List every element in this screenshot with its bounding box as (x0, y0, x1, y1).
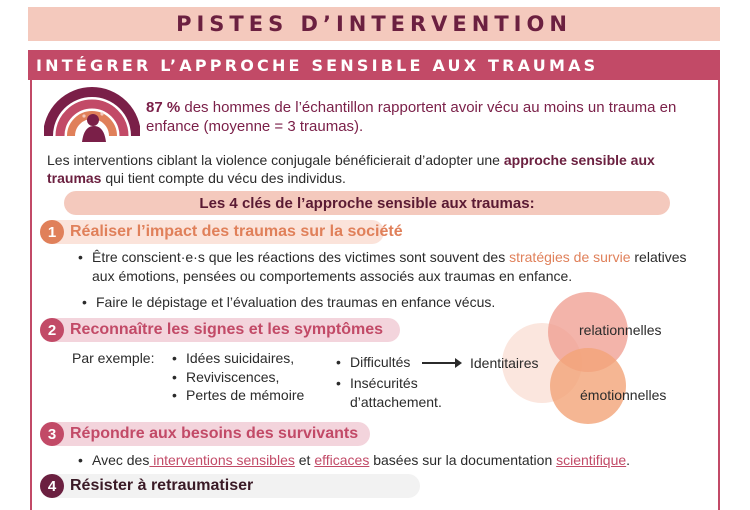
symptom-item: • Reviviscences, (186, 368, 279, 387)
section-4-number: 4 (40, 474, 64, 498)
venn-label-relationnelles: relationnelles (579, 322, 662, 338)
symptom-item: • Pertes de mémoire (186, 386, 304, 405)
venn-label-emotionnelles: émotionnelles (580, 387, 667, 403)
lead-paragraph (47, 151, 707, 187)
section-title: INTÉGRER L’APPROCHE SENSIBLE AUX TRAUMAS (36, 55, 599, 75)
top-banner (28, 7, 720, 41)
page-title: PISTES D’INTERVENTION (176, 12, 572, 36)
bullet-3-mid: et (294, 452, 315, 468)
stat-percent: 87 % (146, 99, 181, 116)
symptom-item-attachment: • Insécurités d’attachement. (350, 374, 470, 412)
symptom-item-difficulties: • Difficultés (350, 353, 410, 372)
section-4-title: Résister à retraumatiser (70, 477, 254, 494)
keys-heading (64, 191, 670, 215)
section-3-title: Répondre aux besoins des survivants (70, 425, 359, 442)
bullet-1-post: relatives aux émotions, pensées ou comportements associés aux traumas en enfance. (92, 249, 687, 284)
section-3-number: 3 (40, 422, 64, 446)
trauma-figure-icon (44, 86, 140, 146)
keys-heading-text: Les 4 clés de l’approche sensible aux traumas: (199, 194, 535, 212)
example-label: Par exemple: (72, 350, 155, 366)
bullet-3-post: . (626, 452, 631, 468)
section-3-bullet (92, 451, 712, 470)
section-1-title: Réaliser l’impact des traumas sur la société (70, 223, 403, 240)
efficaces-link[interactable]: efficaces (314, 452, 370, 468)
stat-description: des hommes de l’échantillon rapportent avoir vécu au moins un trauma en enfance (moyenne = 3 traumas). (146, 99, 677, 135)
bullet-3-pre: Avec des (92, 452, 150, 468)
section-2-title: Reconnaître les signes et les symptômes (70, 321, 384, 338)
scientifique-link[interactable]: scientifique (556, 452, 627, 468)
stat-text (146, 98, 706, 136)
section-1-number: 1 (40, 220, 64, 244)
survival-strategies-text: stratégies de survie (509, 249, 631, 265)
bullet-3-mid2: basées sur la documentation (369, 452, 557, 468)
section-2-number: 2 (40, 318, 64, 342)
interventions-sensibles-link[interactable]: interventions sensibles (149, 452, 295, 468)
section-banner (28, 50, 720, 80)
lead-bold: approche sensible aux traumas (47, 152, 655, 186)
symptom-item: • Idées suicidaires, (186, 349, 294, 368)
venn-label-identitaires: Identitaires (470, 355, 539, 371)
section-1-bullet-2: • Faire le dépistage et l’évaluation des traumas en enfance vécus. (96, 293, 696, 312)
arrow-right-icon (422, 356, 462, 374)
lead-pre: Les interventions ciblant la violence conjugale bénéficierait d’adopter une (47, 152, 504, 168)
bullet-1-pre: Être conscient·e·s que les réactions des victimes sont souvent des (92, 249, 510, 265)
section-1-bullet-1 (92, 248, 702, 286)
lead-post: qui tient compte du vécu des individus. (101, 170, 346, 186)
